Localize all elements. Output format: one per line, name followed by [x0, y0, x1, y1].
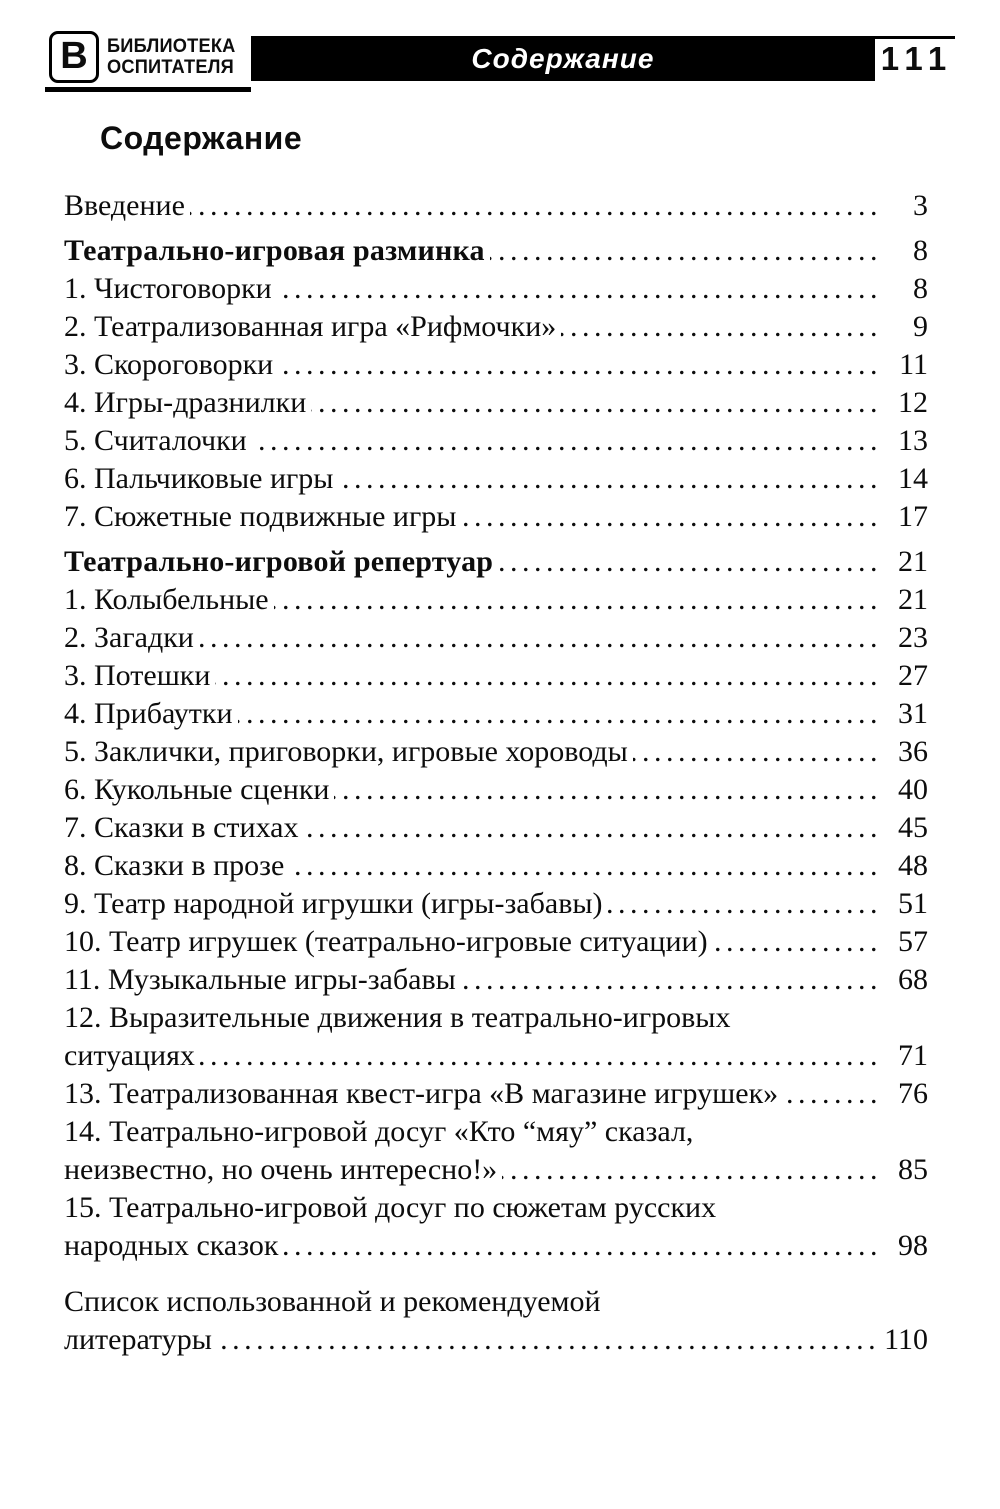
toc-entry-page: 48 — [898, 849, 928, 882]
dot-leader — [461, 498, 882, 536]
toc-entry-page: 11 — [899, 348, 928, 381]
toc-entry-title: 3. Потешки — [64, 659, 211, 692]
toc-entry-page: 21 — [898, 545, 928, 578]
toc-entry-title: Список использованной и рекомендуемой — [64, 1285, 601, 1318]
toc-entry-wrap-line — [64, 1189, 928, 1227]
toc-entry-title: 6. Пальчиковые игры — [64, 462, 334, 495]
toc-entry-title: 4. Прибаутки — [64, 697, 233, 730]
toc-entry-page: 8 — [913, 272, 928, 305]
toc-entry-wrap-line — [64, 1113, 928, 1151]
toc-entry-page: 9 — [913, 310, 928, 343]
toc-entry — [64, 498, 928, 536]
toc-entry-title: Театрально-игровая разминка — [64, 234, 485, 267]
dot-leader — [278, 346, 882, 384]
toc-entry-page: 13 — [898, 424, 928, 457]
dot-leader — [304, 809, 883, 847]
toc-entry — [64, 581, 928, 619]
page-title: Содержание — [100, 120, 303, 156]
dot-leader — [338, 460, 882, 498]
toc-entry-page: 8 — [913, 234, 928, 267]
toc-entry-page: 98 — [898, 1229, 928, 1262]
toc-entry — [64, 695, 928, 733]
toc-entry — [64, 422, 928, 460]
toc-entry-page: 71 — [898, 1039, 928, 1072]
dot-leader — [490, 232, 882, 270]
logo-letter-badge: В — [49, 31, 99, 83]
toc-entry-title: 2. Загадки — [64, 621, 194, 654]
toc-entry-title: неизвестно, но очень интересно!» — [64, 1153, 498, 1186]
toc-entry-title: 1. Чистоговорки — [64, 272, 272, 305]
table-of-contents — [64, 187, 928, 1359]
toc-entry-title: 6. Кукольные сценки — [64, 773, 330, 806]
toc-entry — [64, 923, 928, 961]
toc-entry-page: 27 — [898, 659, 928, 692]
dot-leader — [238, 695, 882, 733]
toc-entry-page: 40 — [898, 773, 928, 806]
dot-leader — [311, 384, 882, 422]
toc-entry-title: 2. Театрализованная игра «Рифмочки» — [64, 310, 557, 343]
toc-entry — [64, 885, 928, 923]
dot-leader — [277, 270, 882, 308]
header-black-bar — [251, 36, 875, 81]
dot-leader — [783, 1075, 882, 1113]
toc-entry-title: 13. Театрализованная квест-игра «В магазине игрушек» — [64, 1077, 779, 1110]
toc-entry-title: 9. Театр народной игрушки (игры-забавы) — [64, 887, 603, 920]
toc-entry — [64, 961, 928, 999]
toc-entry-page: 14 — [898, 462, 928, 495]
dot-leader — [215, 657, 882, 695]
toc-entry-page: 68 — [898, 963, 928, 996]
toc-entry-wrap-line — [64, 1283, 928, 1321]
toc-entry — [64, 657, 928, 695]
toc-entry-title: ситуациях — [64, 1039, 195, 1072]
toc-entry-continuation — [64, 1151, 928, 1189]
dot-leader — [274, 581, 882, 619]
toc-entry — [64, 460, 928, 498]
toc-entry — [64, 733, 928, 771]
toc-entry-page: 3 — [913, 189, 928, 222]
toc-entry-page: 76 — [898, 1077, 928, 1110]
toc-entry-page: 23 — [898, 621, 928, 654]
toc-entry-title: 3. Скороговорки — [64, 348, 274, 381]
toc-entry-title: Введение — [64, 189, 185, 222]
toc-entry-title: народных сказок — [64, 1229, 279, 1262]
toc-entry-title: 7. Сюжетные подвижные игры — [64, 500, 457, 533]
logo-text-line1: БИБЛИОТЕКА — [107, 36, 236, 57]
toc-entry-page: 21 — [898, 583, 928, 616]
toc-entry — [64, 1075, 928, 1113]
dot-leader — [190, 187, 882, 225]
dot-leader — [608, 885, 882, 923]
toc-entry-title: 15. Театрально-игровой досуг по сюжетам русских — [64, 1191, 717, 1224]
toc-entry-title: 8. Сказки в прозе — [64, 849, 285, 882]
toc-entry-title: 4. Игры-дразнилки — [64, 386, 307, 419]
toc-entry-page: 45 — [898, 811, 928, 844]
toc-entry — [64, 809, 928, 847]
toc-entry — [64, 847, 928, 885]
header-bar-title: Содержание — [471, 42, 655, 74]
toc-entry — [64, 619, 928, 657]
page-number: 111 — [875, 36, 955, 78]
toc-entry-title: 12. Выразительные движения в театрально-игровых — [64, 1001, 731, 1034]
toc-entry-continuation — [64, 1227, 928, 1265]
toc-entry-title: Театрально-игровой репертуар — [64, 545, 494, 578]
toc-entry-page: 31 — [898, 697, 928, 730]
dot-leader — [334, 771, 882, 809]
toc-entry-title: литературы — [64, 1323, 212, 1356]
toc-entry — [64, 346, 928, 384]
toc-entry-page: 85 — [898, 1153, 928, 1186]
toc-entry-page: 57 — [898, 925, 928, 958]
dot-leader — [498, 543, 882, 581]
toc-entry — [64, 308, 928, 346]
toc-entry-wrap-line — [64, 999, 928, 1037]
toc-entry — [64, 187, 928, 225]
toc-section-heading — [64, 543, 928, 581]
toc-entry — [64, 771, 928, 809]
dot-leader — [713, 923, 882, 961]
toc-entry-title: 14. Театрально-игровой досуг «Кто “мяу” сказал, — [64, 1115, 694, 1148]
toc-entry-continuation — [64, 1321, 928, 1359]
logo-text-line2: ОСПИТАТЕЛЯ — [107, 57, 234, 78]
toc-entry-page: 17 — [898, 500, 928, 533]
toc-entry-page: 12 — [898, 386, 928, 419]
dot-leader — [252, 422, 882, 460]
toc-entry-title: 5. Считалочки — [64, 424, 247, 457]
dot-leader — [502, 1151, 882, 1189]
toc-entry-title: 5. Заклички, приговорки, игровые хороводы — [64, 735, 628, 768]
dot-leader — [283, 1227, 882, 1265]
dot-leader — [199, 619, 882, 657]
logo-text — [107, 36, 236, 78]
publisher-logo — [45, 28, 251, 92]
running-head — [45, 28, 955, 92]
toc-entry-page: 36 — [898, 735, 928, 768]
toc-entry-title: 10. Театр игрушек (театрально-игровые ситуации) — [64, 925, 708, 958]
toc-entry — [64, 384, 928, 422]
toc-entry-title: 7. Сказки в стихах — [64, 811, 299, 844]
toc-entry-page: 110 — [884, 1323, 928, 1356]
toc-entry-title: 11. Музыкальные игры-забавы — [64, 963, 456, 996]
dot-leader — [289, 847, 882, 885]
toc-entry-page: 51 — [898, 887, 928, 920]
toc-entry — [64, 270, 928, 308]
dot-leader — [461, 961, 882, 999]
dot-leader — [200, 1037, 882, 1075]
toc-section-heading — [64, 232, 928, 270]
dot-leader — [633, 733, 882, 771]
toc-entry-title: 1. Колыбельные — [64, 583, 269, 616]
dot-leader — [561, 308, 882, 346]
dot-leader — [217, 1321, 880, 1359]
toc-entry-continuation — [64, 1037, 928, 1075]
